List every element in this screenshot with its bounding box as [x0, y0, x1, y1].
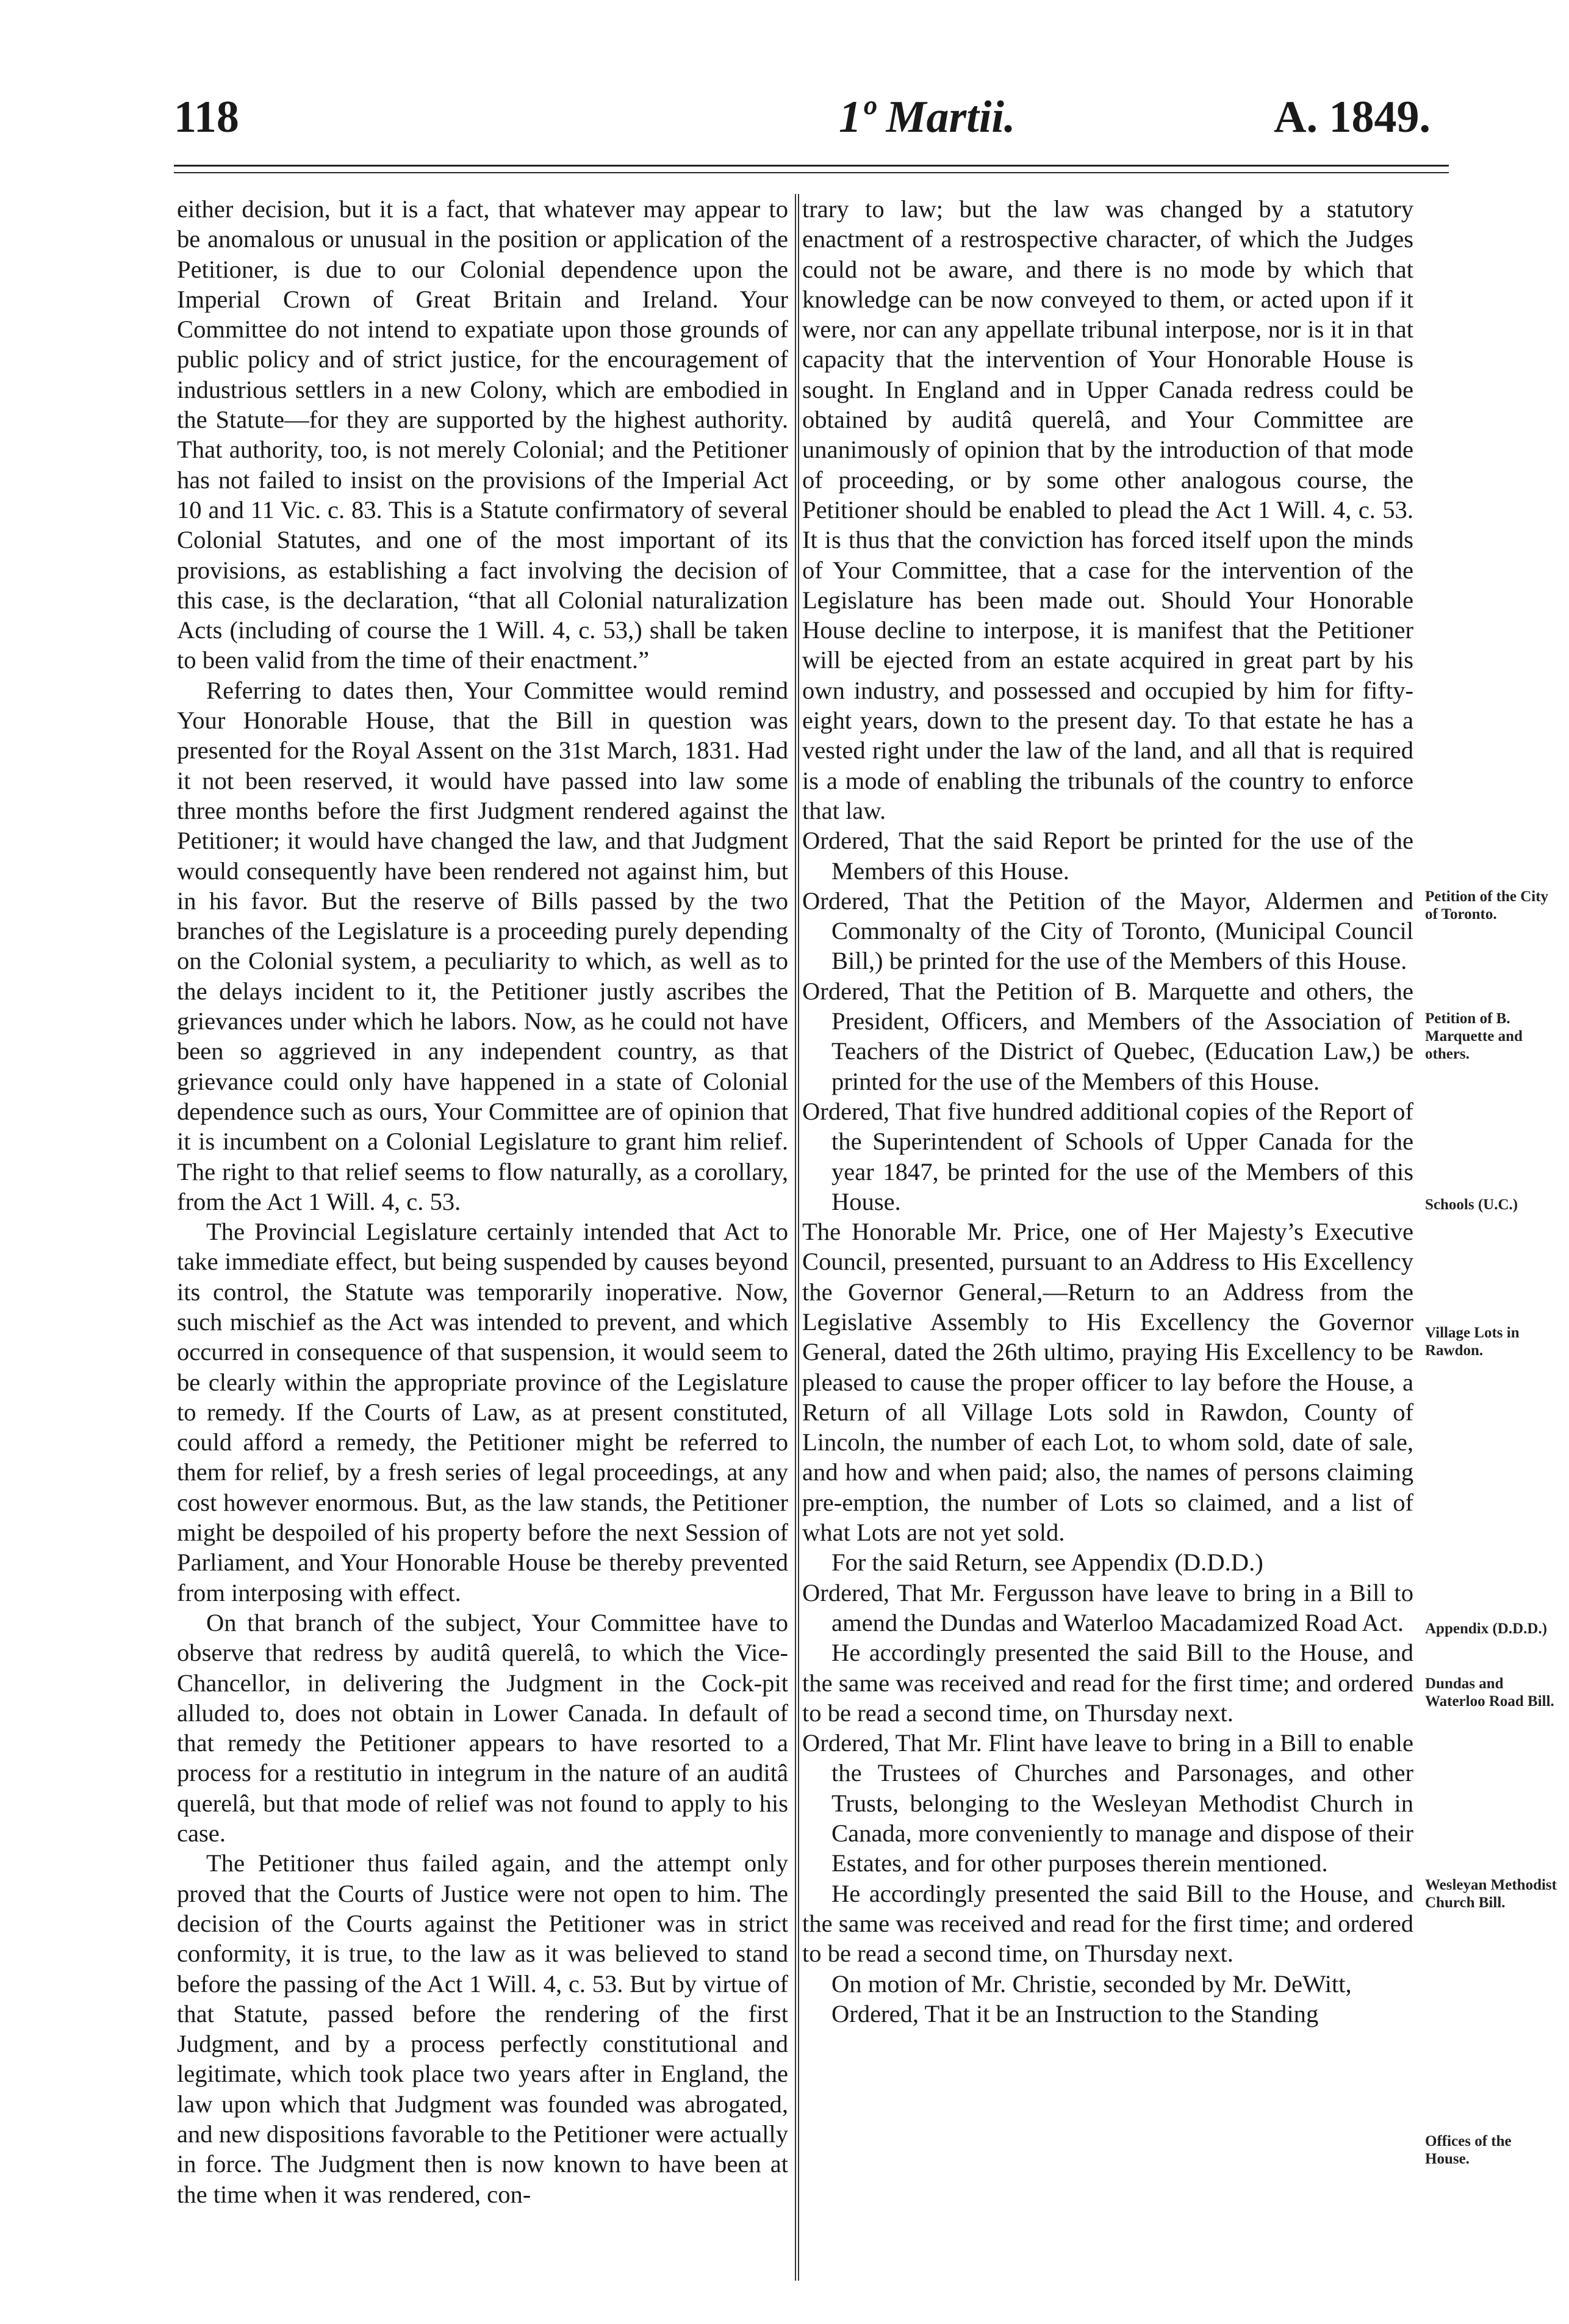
order-toronto-petition: Ordered, That the Petition of the Mayor, Aldermen and Commonalty of the City of Toronto, (Municipal Council Bill,) be printed for the use of the Members of this House.: [802, 887, 1413, 975]
left-paragraph: The Provincial Legislature certainly intended that Act to take immediate effect, but being suspended by causes beyond its control, the Statute was temporarily inoperative. Now, such mischief as the Act was intended to prevent, and which occurred in consequence of that suspension, it would seem to be clearly within the appropriate province of the Legislature to remedy. If the Courts of Law, as at present constituted, could afford a remedy, the Petitioner might be referred to them for relief, by a fresh series of legal proceedings, at any cost however enormous. But, as the law stands, the Petitioner might be despoiled of his property before the next Session of Parliament, and Your Honorable House be thereby prevented from interposing with effect.: [177, 1218, 788, 1606]
dundas-bill-presented: He accordingly presented the said Bill to the House, and the same was received and read for the first time; and ordered to be read a second time, on Thursday next.: [802, 1639, 1413, 1727]
side-note-toronto: Petition of the City of Toronto.: [1425, 888, 1549, 923]
header-rule-top: [174, 165, 1449, 167]
right-column: [802, 194, 1413, 2281]
order-report-printed: Ordered, That the said Report be printed for the use of the Members of this House.: [802, 827, 1413, 885]
side-note-dundas: Dundas and Waterloo Road Bill.: [1425, 1675, 1554, 1710]
order-standing-instruction: Ordered, That it be an Instruction to the Standing: [831, 1999, 1319, 2027]
left-paragraph: either decision, but it is a fact, that whatever may appear to be anomalous or unusual in the position or application of the Petitioner, is due to our Colonial dependence upon the Imperial Crown of Great Britain and Ireland. Your Committee do not intend to expatiate upon those grounds of public policy and of strict justice, for the encouragement of industrious settlers in a new Colony, which are embodied in the Statute—for they are supported by the highest authority. That authority, too, is not merely Colonial; and the Petitioner has not failed to insist on the provisions of the Imperial Act 10 and 11 Vic. c. 83. This is a Statute confirmatory of several Colonial Statutes, and one of the most important of its provisions, as establishing a fact involving the decision of this case, is the declaration, “that all Colonial naturalization Acts (including of course the 1 Will. 4, c. 53,) shall be taken to been valid from the time of their enactment.”: [177, 195, 788, 674]
running-year: A. 1849.: [1274, 92, 1431, 142]
left-column: [177, 194, 788, 2281]
running-date: 1º Martii.: [839, 92, 1016, 142]
left-paragraph: The Petitioner thus failed again, and the attempt only proved that the Courts of Justice were not open to him. The decision of the Courts against the Petitioner was in strict conformity, it is true, to the law as it was believed to stand before the passing of the Act 1 Will. 4, c. 53. But by virtue of that Statute, passed before the rendering of the first Judgment, and by a process perfectly constitutional and legitimate, which took place two years after in England, the law upon which that Judgment was founded was abrogated, and new dispositions favorable to the Petitioner were actually in force. The Judgment then is now known to have been at the time when it was rendered, con-: [177, 1849, 788, 2208]
report-continuation: trary to law; but the law was changed by a statutory enactment of a restrospective character, of which the Judges could not be aware, and there is no mode by which that knowledge can be now conveyed to them, or acted upon if it were, nor can any appellate tribunal interpose, nor is it in that capacity that the intervention of Your Honorable House is sought. In England and in Upper Canada redress could be obtained by auditâ querelâ, and Your Committee are unanimously of opinion that by the introduction of that mode of proceeding, or by some other analogous course, the Petitioner should be enabled to plead the Act 1 Will. 4, c. 53. It is thus that the conviction has forced itself upon the minds of Your Committee, that a case for the intervention of the Legislature has been made out. Should Your Honorable House decline to interpose, it is manifest that the Petitioner will be ejected from an estate acquired in great part by his own industry, and possessed and occupied by him for fifty-eight years, down to the present day. To that estate he has a vested right under the law of the land, and all that is required is a mode of enabling the tribunals of the country to enforce that law.: [802, 195, 1413, 824]
side-note-schools: Schools (U.C.): [1425, 1196, 1518, 1213]
header-rule-bottom: [174, 172, 1449, 173]
wesleyan-bill-presented: He accordingly presented the said Bill to the House, and the same was received and read for the first time; and ordered to be read a second time, on Thursday next.: [802, 1879, 1413, 1968]
rawdon-return-entry: The Honorable Mr. Price, one of Her Majesty’s Executive Council, presented, pursuant to an Address to His Excellency the Governor General,—Return to an Address from the Legislative Assembly to His Excellency the Governor General, dated the 26th ultimo, praying His Excellency to be pleased to cause the proper officer to lay before the House, a Return of all Village Lots sold in Rawdon, County of Lincoln, the number of each Lot, to whom sold, date of sale, and how and when paid; also, the names of persons claiming pre-emption, the number of Lots so claimed, and a list of what Lots are not yet sold.: [802, 1218, 1413, 1547]
side-note-offices: Offices of the House.: [1425, 2133, 1512, 2167]
side-note-wesleyan: Wesleyan Methodist Church Bill.: [1425, 1877, 1557, 1911]
page-header: [174, 92, 1455, 153]
side-note-marquette: Petition of B. Marquette and others.: [1425, 1010, 1523, 1062]
order-marquette-petition: Ordered, That the Petition of B. Marquette and others, the President, Officers, and Members of the Association of Teachers of the District of Quebec, (Education Law,) be printed for the use of the Members of this House.: [802, 977, 1413, 1095]
order-dundas-bill: Ordered, That Mr. Fergusson have leave to bring in a Bill to amend the Dundas and Waterloo Macadamized Road Act.: [802, 1578, 1413, 1636]
left-paragraph: Referring to dates then, Your Committee would remind Your Honorable House, that the Bill in question was presented for the Royal Assent on the 31st March, 1831. Had it not been reserved, it would have passed into law some three months before the first Judgment rendered against the Petitioner; it would have changed the law, and that Judgment would consequently have been rendered not against him, but in his favor. But the reserve of Bills passed by the two branches of the Legislature is a proceeding purely depending on the Colonial system, a peculiarity to which, as well as to the delays incident to it, the Petitioner justly ascribes the grievances under which he labors. Now, as he could not have been so aggrieved in any independent country, as that grievance could only have happened in a state of Colonial dependence such as ours, Your Committee are of opinion that it is incumbent on a Colonial Legislature to grant him relief. The right to that relief seems to flow naturally, as a corollary, from the Act 1 Will. 4, c. 53.: [177, 676, 788, 1215]
side-note-appendix: Appendix (D.D.D.): [1425, 1621, 1548, 1637]
motion-christie: On motion of Mr. Christie, seconded by Mr. DeWitt,: [831, 1970, 1352, 1998]
appendix-reference: For the said Return, see Appendix (D.D.D.): [831, 1549, 1263, 1577]
side-note-rawdon: Village Lots in Rawdon.: [1425, 1325, 1520, 1359]
order-schools-report: Ordered, That five hundred additional copies of the Report of the Superintendent of Schools of Upper Canada for the year 1847, be printed for the use of the Members of this House.: [802, 1097, 1413, 1215]
left-paragraph: On that branch of the subject, Your Committee have to observe that redress by auditâ querelâ, to which the Vice-Chancellor, in delivering the Judgment in the Cock-pit alluded to, does not obtain in Lower Canada. In default of that remedy the Petitioner appears to have resorted to a process for a restitutio in integrum in the nature of an auditâ querelâ, but that mode of relief was not found to apply to his case.: [177, 1608, 788, 1847]
order-wesleyan-bill: Ordered, That Mr. Flint have leave to bring in a Bill to enable the Trustees of Churches and Parsonages, and other Trusts, belonging to the Wesleyan Methodist Church in Canada, more conveniently to manage and dispose of their Estates, and for other purposes therein mentioned.: [802, 1729, 1413, 1877]
column-divider: [795, 194, 799, 2281]
page-number: 118: [174, 92, 239, 142]
